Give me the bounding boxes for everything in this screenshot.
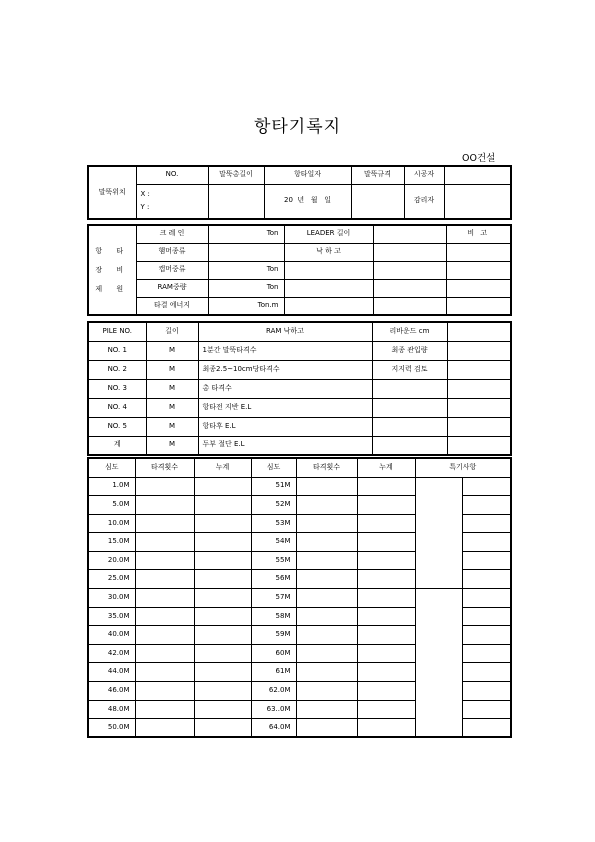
equip-col4[interactable] <box>373 225 446 243</box>
special-notes-header: 특기사항 <box>415 458 511 477</box>
equip-col3[interactable] <box>284 279 373 297</box>
notes-merged-cell[interactable] <box>415 477 462 589</box>
remark-cell[interactable] <box>446 243 511 261</box>
depth-left: 40.0M <box>88 626 135 645</box>
pile-length[interactable]: M <box>146 360 198 379</box>
depth-left: 1.0M <box>88 477 135 496</box>
blows-left[interactable] <box>135 644 194 663</box>
depth-right: 58M <box>251 607 296 626</box>
x-label: X : <box>140 190 150 199</box>
blows-right[interactable] <box>296 514 357 533</box>
depth-left: 25.0M <box>88 570 135 589</box>
notes-cell[interactable] <box>462 607 511 626</box>
pile-extra[interactable] <box>372 398 447 417</box>
cumulative-left[interactable] <box>194 477 251 496</box>
cumulative-right[interactable] <box>357 570 415 589</box>
depth-left: 48.0M <box>88 700 135 719</box>
pile-length[interactable]: M <box>146 398 198 417</box>
pile-desc: 최종2.5~10cm당타격수 <box>198 360 372 379</box>
notes-cell[interactable] <box>462 626 511 645</box>
pile-desc: 항타후 E.L <box>198 417 372 436</box>
supervisor-value[interactable] <box>444 184 511 219</box>
equip-unit[interactable]: Ton <box>208 261 284 279</box>
remark-label: 비 고 <box>446 225 511 243</box>
notes-cell[interactable] <box>462 477 511 496</box>
cumulative-right[interactable] <box>357 551 415 570</box>
pile-extra: 지지력 검토 <box>372 360 447 379</box>
cumulative-left[interactable] <box>194 626 251 645</box>
blows-right[interactable] <box>296 551 357 570</box>
blows-right[interactable] <box>296 719 357 738</box>
blows-right[interactable] <box>296 589 357 608</box>
depth-row <box>88 477 511 496</box>
depth-left: 50.0M <box>88 719 135 738</box>
pile-desc: 총 타격수 <box>198 379 372 398</box>
depth-left: 5.0M <box>88 496 135 515</box>
notes-cell[interactable] <box>462 663 511 682</box>
equip-label: 햄머종류 <box>136 243 208 261</box>
notes-cell[interactable] <box>462 682 511 701</box>
pile-extra[interactable] <box>372 436 447 455</box>
pile-no: NO. 1 <box>88 341 146 360</box>
blows-right[interactable] <box>296 496 357 515</box>
equip-col3: LEADER 길이 <box>284 225 373 243</box>
cumulative-right[interactable] <box>357 700 415 719</box>
blows-header: 타격횟수 <box>296 458 357 477</box>
cumulative-right[interactable] <box>357 626 415 645</box>
cumulative-left[interactable] <box>194 514 251 533</box>
cumulative-right[interactable] <box>357 514 415 533</box>
cumulative-left[interactable] <box>194 644 251 663</box>
depth-left: 15.0M <box>88 533 135 552</box>
pile-length[interactable]: M <box>146 417 198 436</box>
cumulative-right[interactable] <box>357 644 415 663</box>
cumulative-header: 누계 <box>194 458 251 477</box>
equip-label: 크 레 인 <box>136 225 208 243</box>
depth-right: 55M <box>251 551 296 570</box>
blows-left[interactable] <box>135 496 194 515</box>
blows-left[interactable] <box>135 589 194 608</box>
depth-right: 62.0M <box>251 682 296 701</box>
pile-length[interactable]: M <box>146 436 198 455</box>
pile-extra-value[interactable] <box>447 417 511 436</box>
blows-right[interactable] <box>296 626 357 645</box>
equip-label: RAM중량 <box>136 279 208 297</box>
blows-right[interactable] <box>296 700 357 719</box>
equipment-table <box>87 224 512 316</box>
cumulative-right[interactable] <box>357 589 415 608</box>
cumulative-right[interactable] <box>357 496 415 515</box>
notes-cell[interactable] <box>462 719 511 738</box>
remark-cell[interactable] <box>446 261 511 279</box>
notes-cell[interactable] <box>462 551 511 570</box>
equip-unit[interactable] <box>208 243 284 261</box>
pile-spec-label: 말뚝규격 <box>351 166 404 184</box>
equip-label: 타결 에너지 <box>136 297 208 315</box>
depth-left: 42.0M <box>88 644 135 663</box>
equip-col4[interactable] <box>373 297 446 315</box>
pile-extra-value[interactable] <box>447 379 511 398</box>
depth-right: 51M <box>251 477 296 496</box>
depth-right: 54M <box>251 533 296 552</box>
cumulative-left[interactable] <box>194 663 251 682</box>
cumulative-left[interactable] <box>194 551 251 570</box>
pile-no: NO. 2 <box>88 360 146 379</box>
pile-desc: 항타전 지반 E.L <box>198 398 372 417</box>
cumulative-left[interactable] <box>194 533 251 552</box>
depth-row <box>88 589 511 608</box>
cumulative-left[interactable] <box>194 570 251 589</box>
notes-cell[interactable] <box>462 644 511 663</box>
depth-right: 60M <box>251 644 296 663</box>
pile-extra-value[interactable] <box>447 360 511 379</box>
pile-extra: 최종 관입량 <box>372 341 447 360</box>
cumulative-right[interactable] <box>357 719 415 738</box>
equip-label: 캡머중류 <box>136 261 208 279</box>
pile-position-label: 말뚝위치 <box>88 166 136 219</box>
cumulative-left[interactable] <box>194 682 251 701</box>
ram-drop-header: RAM 낙하고 <box>198 322 372 341</box>
blows-left[interactable] <box>135 663 194 682</box>
depth-left: 20.0M <box>88 551 135 570</box>
cumulative-left[interactable] <box>194 496 251 515</box>
rebound-header: 리바운드 cm <box>372 322 447 341</box>
depth-right: 53M <box>251 514 296 533</box>
blows-left[interactable] <box>135 533 194 552</box>
blows-left[interactable] <box>135 626 194 645</box>
depth-right: 59M <box>251 626 296 645</box>
header-table <box>87 165 512 220</box>
blows-right[interactable] <box>296 477 357 496</box>
cumulative-right[interactable] <box>357 607 415 626</box>
pile-desc: 두부 절단 E.L <box>198 436 372 455</box>
blows-left[interactable] <box>135 719 194 738</box>
company-name: OO건설 <box>462 153 496 164</box>
notes-cell[interactable] <box>462 570 511 589</box>
depth-right: 64.0M <box>251 719 296 738</box>
driving-date-label: 항타일자 <box>264 166 351 184</box>
cumulative-right[interactable] <box>357 477 415 496</box>
length-header: 길이 <box>146 322 198 341</box>
equip-col3: 낙 하 고 <box>284 243 373 261</box>
cumulative-left[interactable] <box>194 589 251 608</box>
depth-right: 52M <box>251 496 296 515</box>
blows-right[interactable] <box>296 644 357 663</box>
cumulative-right[interactable] <box>357 682 415 701</box>
pile-total-length-label: 말뚝총길이 <box>208 166 264 184</box>
depth-left: 30.0M <box>88 589 135 608</box>
pile-no: NO. 3 <box>88 379 146 398</box>
remark-cell[interactable] <box>446 297 511 315</box>
blows-right[interactable] <box>296 533 357 552</box>
constructor-value[interactable] <box>444 166 511 184</box>
blows-left[interactable] <box>135 570 194 589</box>
cumulative-left[interactable] <box>194 607 251 626</box>
depth-table <box>87 457 512 738</box>
constructor-label: 시공자 <box>404 166 444 184</box>
rebound-value[interactable] <box>447 322 511 341</box>
blows-left[interactable] <box>135 607 194 626</box>
pile-length[interactable]: M <box>146 341 198 360</box>
depth-right: 61M <box>251 663 296 682</box>
pile-no: NO. 5 <box>88 417 146 436</box>
notes-cell[interactable] <box>462 514 511 533</box>
blows-right[interactable] <box>296 663 357 682</box>
blows-left[interactable] <box>135 551 194 570</box>
cumulative-left[interactable] <box>194 700 251 719</box>
pile-extra-value[interactable] <box>447 341 511 360</box>
remark-cell[interactable] <box>446 279 511 297</box>
notes-merged-cell[interactable] <box>415 589 462 738</box>
blows-left[interactable] <box>135 477 194 496</box>
equip-col3[interactable] <box>284 297 373 315</box>
notes-cell[interactable] <box>462 496 511 515</box>
blows-right[interactable] <box>296 570 357 589</box>
depth-right: 63..0M <box>251 700 296 719</box>
pile-no: NO. 4 <box>88 398 146 417</box>
equip-unit[interactable]: Ton <box>208 225 284 243</box>
equip-col4[interactable] <box>373 243 446 261</box>
equip-unit[interactable]: Ton.m <box>208 297 284 315</box>
xy-cell[interactable] <box>136 184 208 219</box>
cumulative-right[interactable] <box>357 663 415 682</box>
cumulative-left[interactable] <box>194 719 251 738</box>
equip-col4[interactable] <box>373 261 446 279</box>
notes-cell[interactable] <box>462 533 511 552</box>
equip-col4[interactable] <box>373 279 446 297</box>
equip-col3[interactable] <box>284 261 373 279</box>
pile-desc: 1분간 말뚝타격수 <box>198 341 372 360</box>
blows-header: 타격횟수 <box>135 458 194 477</box>
equip-unit[interactable]: Ton <box>208 279 284 297</box>
depth-right: 57M <box>251 589 296 608</box>
blows-right[interactable] <box>296 607 357 626</box>
blows-left[interactable] <box>135 682 194 701</box>
cumulative-header: 누계 <box>357 458 415 477</box>
depth-left: 46.0M <box>88 682 135 701</box>
y-label: Y : <box>140 202 150 211</box>
pile-total-length-value[interactable] <box>208 184 264 219</box>
blows-left[interactable] <box>135 514 194 533</box>
depth-header: 심도 <box>251 458 296 477</box>
page-title: 항타기록지 <box>253 117 342 137</box>
pile-extra-value[interactable] <box>447 398 511 417</box>
depth-left: 35.0M <box>88 607 135 626</box>
equipment-section-label: 항 타 장 비 제 원 <box>88 225 136 315</box>
notes-cell[interactable] <box>462 700 511 719</box>
blows-right[interactable] <box>296 682 357 701</box>
pile-extra-value[interactable] <box>447 436 511 455</box>
pile-extra[interactable] <box>372 417 447 436</box>
no-label: NO. <box>136 166 208 184</box>
pile-length[interactable]: M <box>146 379 198 398</box>
pile-total: 계 <box>88 436 146 455</box>
blows-left[interactable] <box>135 700 194 719</box>
date-value[interactable]: 20 년 월 일 <box>264 184 351 219</box>
depth-left: 10.0M <box>88 514 135 533</box>
depth-header: 심도 <box>88 458 135 477</box>
cumulative-right[interactable] <box>357 533 415 552</box>
pile-spec-value[interactable] <box>351 184 404 219</box>
pile-extra[interactable] <box>372 379 447 398</box>
supervisor-label: 감리자 <box>404 184 444 219</box>
depth-right: 56M <box>251 570 296 589</box>
pile-no-header: PILE NO. <box>88 322 146 341</box>
notes-cell[interactable] <box>462 589 511 608</box>
depth-left: 44.0M <box>88 663 135 682</box>
pile-table <box>87 321 512 456</box>
